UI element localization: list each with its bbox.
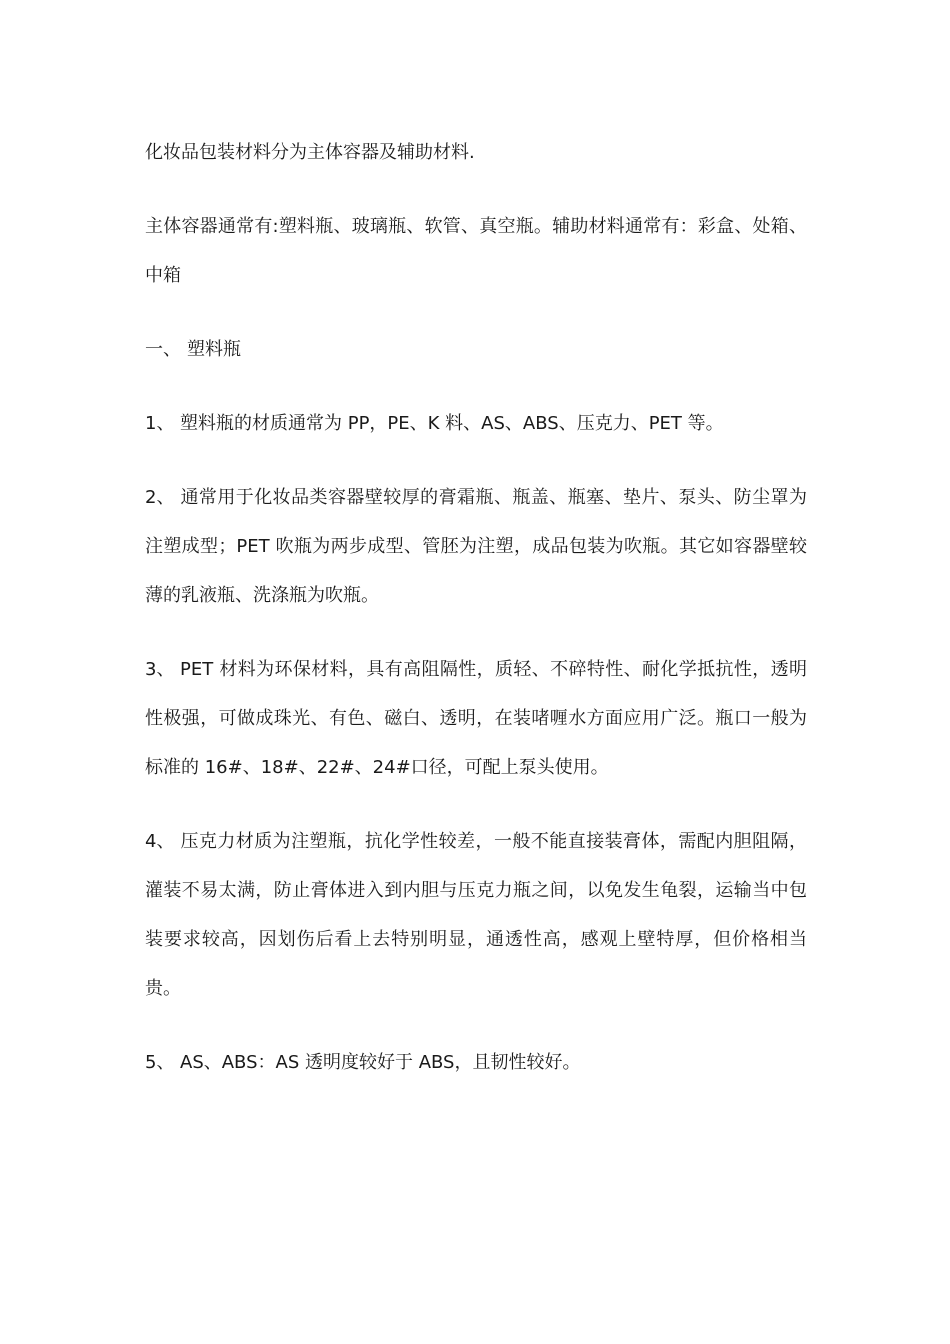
list-item [145, 399, 807, 448]
item-text: 压克力材质为注塑瓶，抗化学性较差，一般不能直接装膏体，需配内胆阻隔，灌装不易太满，防止膏体进入到内胆与压克力瓶之间，以免发生龟裂，运输当中包装要求较高，因划伤后看上去特别明显，通透性高，感观上壁特厚，但价格相当贵。 [145, 831, 807, 999]
section-number: 一、 [145, 339, 181, 360]
item-number: 4、 [145, 831, 175, 852]
item-number: 2、 [145, 487, 175, 508]
overview-paragraph: 主体容器通常有:塑料瓶、玻璃瓶、软管、真空瓶。辅助材料通常有：彩盒、处箱、中箱 [145, 216, 807, 286]
list-item [145, 1038, 807, 1087]
item-number: 1、 [145, 413, 175, 434]
item-text: 塑料瓶的材质通常为 PP，PE、K 料、AS、ABS、压克力、PET 等。 [180, 413, 724, 434]
item-number: 3、 [145, 659, 175, 680]
list-item [145, 645, 807, 792]
intro-paragraph: 化妆品包装材料分为主体容器及辅助材料. [145, 142, 475, 163]
section-heading [145, 325, 807, 374]
item-text: 通常用于化妆品类容器壁较厚的膏霜瓶、瓶盖、瓶塞、垫片、泵头、防尘罩为注塑成型；PET 吹瓶为两步成型、管胚为注塑，成品包装为吹瓶。其它如容器壁较薄的乳液瓶、洗涤瓶为吹瓶。 [145, 487, 807, 606]
list-item [145, 473, 807, 620]
item-number: 5、 [145, 1052, 175, 1073]
document-body [145, 128, 807, 1112]
list-item [145, 817, 807, 1013]
item-text: PET 材料为环保材料，具有高阻隔性，质轻、不碎特性、耐化学抵抗性，透明性极强，可做成珠光、有色、磁白、透明，在装啫喱水方面应用广泛。瓶口一般为标准的 16#、18#、22#、24#口径，可配上泵头使用。 [145, 659, 807, 778]
section-title: 塑料瓶 [187, 339, 241, 360]
item-text: AS、ABS：AS 透明度较好于 ABS，且韧性较好。 [180, 1052, 581, 1073]
